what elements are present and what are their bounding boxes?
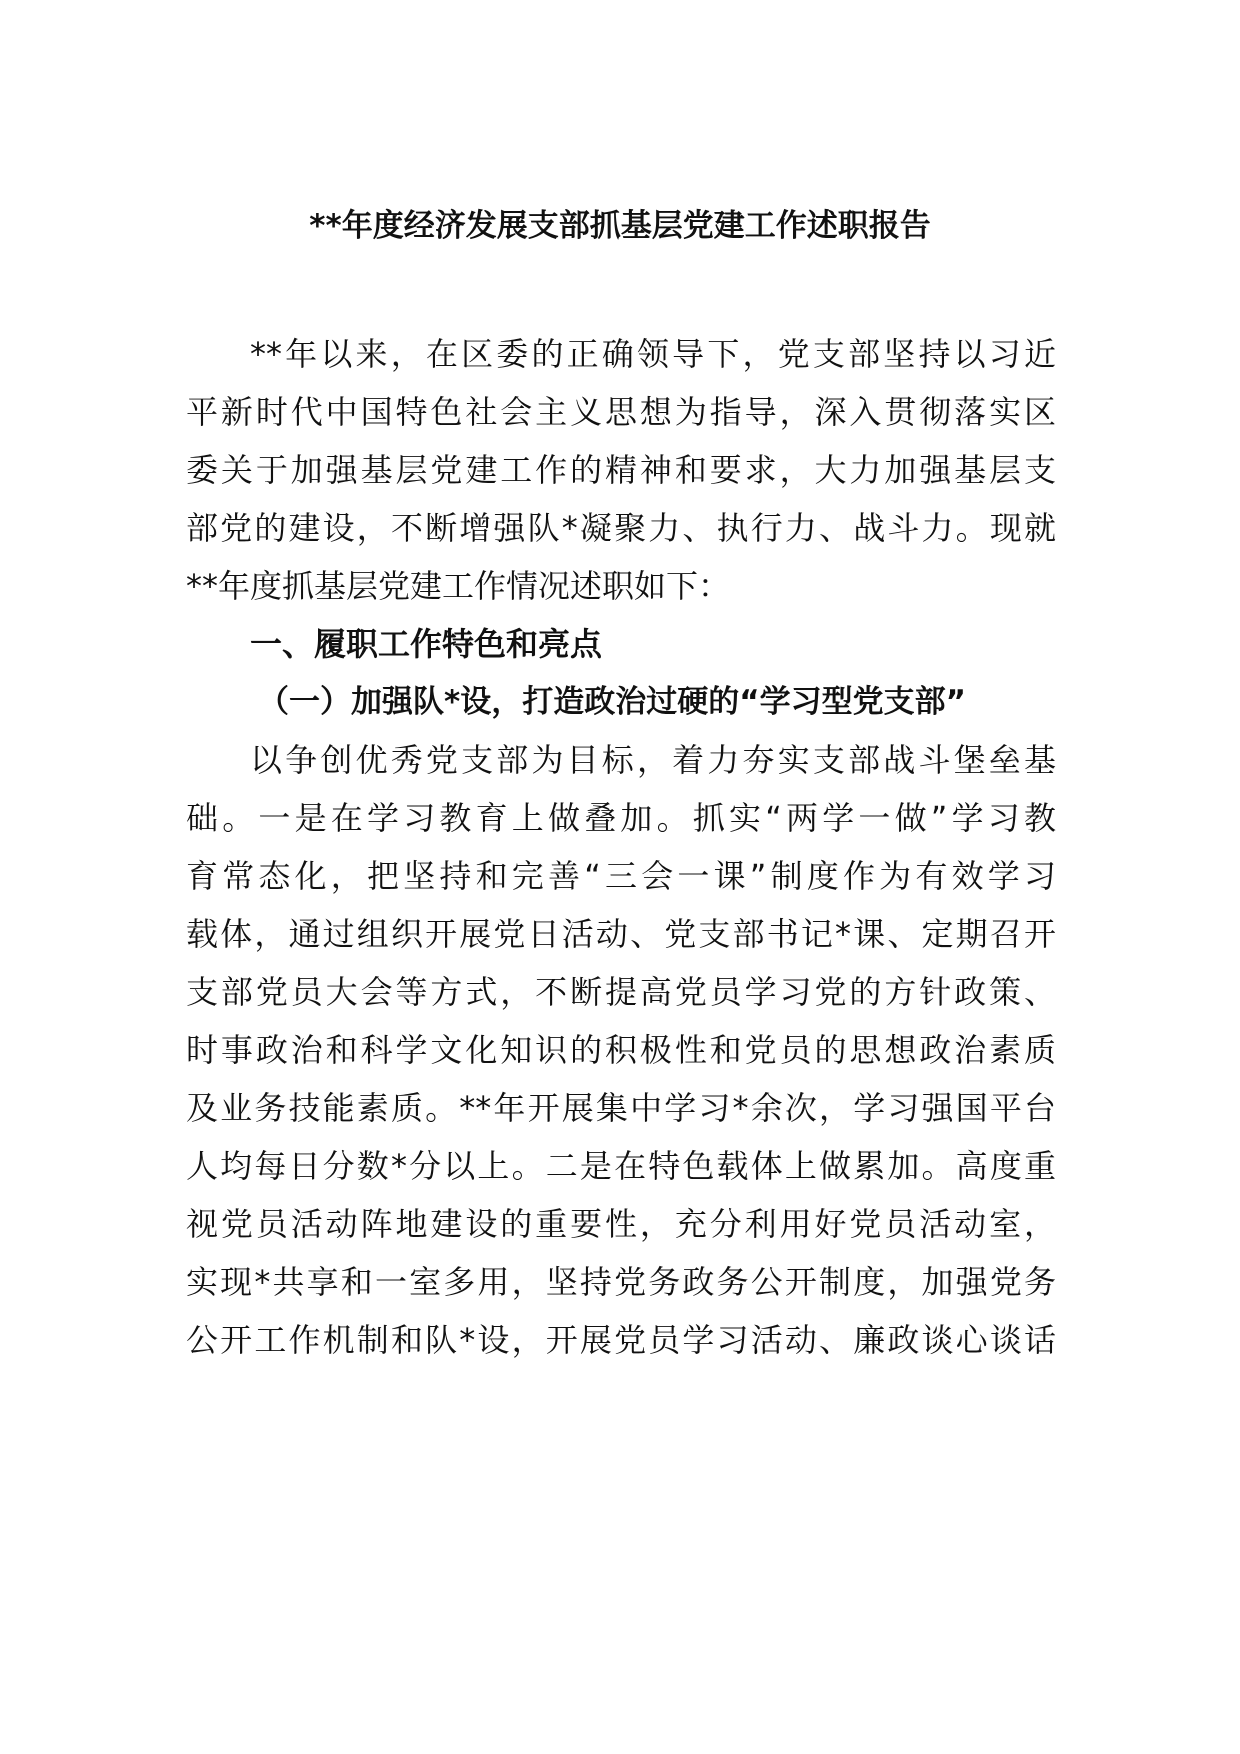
intro-line-5: **年度抓基层党建工作情况述职如下：: [186, 567, 731, 605]
intro-line-4: 部党的建设，不断增强队*凝聚力、执行力、战斗力。现就: [186, 509, 1056, 547]
intro-line-2: 平新时代中国特色社会主义思想为指导，深入贯彻落实区: [186, 393, 1056, 431]
body-line-6: 时事政治和科学文化知识的积极性和党员的思想政治素质: [186, 1031, 1056, 1069]
body-line-1: 以争创优秀党支部为目标，着力夯实支部战斗堡垒基: [250, 741, 1056, 779]
body-line-4: 载体，通过组织开展党日活动、党支部书记*课、定期召开: [186, 915, 1056, 953]
section-heading: 一、履职工作特色和亮点: [250, 625, 603, 663]
body-line-3: 育常态化，把坚持和完善“三会一课”制度作为有效学习: [186, 857, 1056, 895]
body-line-10: 实现*共享和一室多用，坚持党务政务公开制度，加强党务: [186, 1263, 1056, 1301]
intro-line-3: 委关于加强基层党建工作的精神和要求，大力加强基层支: [186, 451, 1056, 489]
body-line-5: 支部党员大会等方式，不断提高党员学习党的方针政策、: [186, 973, 1056, 1011]
subsection-heading: （一）加强队*设，打造政治过硬的“学习型党支部”: [258, 684, 966, 720]
body-line-9: 视党员活动阵地建设的重要性，充分利用好党员活动室，: [186, 1205, 1056, 1243]
intro-line-1: **年以来，在区委的正确领导下，党支部坚持以习近: [250, 335, 1056, 373]
body-line-2: 础。一是在学习教育上做叠加。抓实“两学一做”学习教: [186, 799, 1056, 837]
document-title: **年度经济发展支部抓基层党建工作述职报告: [309, 208, 931, 244]
body-line-7: 及业务技能素质。**年开展集中学习*余次，学习强国平台: [186, 1089, 1056, 1127]
body-line-11: 公开工作机制和队*设，开展党员学习活动、廉政谈心谈话: [186, 1321, 1056, 1359]
body-line-8: 人均每日分数*分以上。二是在特色载体上做累加。高度重: [186, 1147, 1056, 1185]
